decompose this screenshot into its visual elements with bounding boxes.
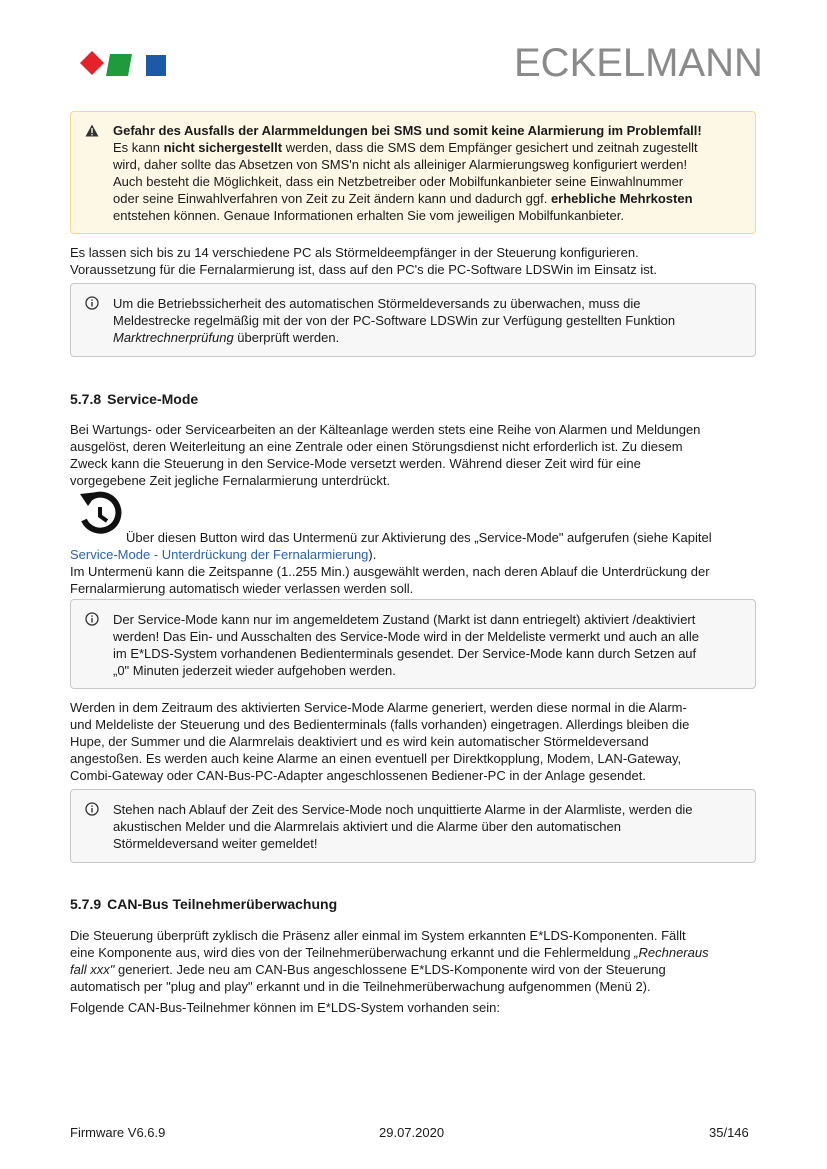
- info-circle-icon: [85, 612, 99, 630]
- info-box-monitoring: Um die Betriebssicherheit des automatischen Störmeldeversands zu überwachen, muss die Meldestrecke regelmäßig mit der von der PC-Software LDSWin zur Verfügung gestellten Funktion Marktrechnerprüfung überprüft werden.: [70, 283, 756, 357]
- section-heading-can-bus: 5.7.9 CAN-Bus Teilnehmerüberwachung: [70, 896, 338, 912]
- info-circle-icon: [85, 802, 99, 820]
- service-mode-paragraph: Bei Wartungs- oder Servicearbeiten an der Kälteanlage werden stets eine Reihe von Alarmen und Meldungen ausgelöst, deren Weiterleitung an eine Zentrale oder einen Störungsdienst nicht erforderlich ist. Zu diesem Zweck kann die Steuerung in den Service-Mode versetzt werden. Während dieser Zeit wird für eine vorgegebene Zeit jegliche Fernalarmierung unterdrückt.: [70, 422, 701, 488]
- warning-box: [70, 111, 756, 234]
- warning-title: Gefahr des Ausfalls der Alarmmeldungen bei SMS und somit keine Alarmierung im Problemfall!: [113, 123, 702, 138]
- footer-date: 29.07.2020: [379, 1125, 445, 1140]
- alarm-behaviour-paragraph: Werden in dem Zeitraum des aktivierten Service-Mode Alarme generiert, werden diese normal in die Alarm- und Meldeliste der Steuerung und des Bedienterminals (falls vorhanden) eingetragen. Allerdings bleiben die Hupe, der Summer und die Alarmrelais deaktiviert und es wird kein automatischer Störmeldeversand angestoßen. Es werden auch keine Alarme an einen eventuell per Direktkopplung, Modem, LAN-Gateway, Combi-Gateway oder CAN-Bus-PC-Adapter angeschlossenen Bediener-PC in der Anlage gesendet.: [70, 700, 690, 783]
- warning-text: Gefahr des Ausfalls der Alarmmeldungen bei SMS und somit keine Alarmierung im Problemfall! Es kann nicht sichergestellt werden, dass die SMS dem Empfänger gesichert und zeitnah zugestellt wird, daher sollte das Absetzen von SMS'n nicht als alleiniger Alarmierungsweg konfiguriert werden! Auch besteht die Möglichkeit, dass ein Netzbetreiber oder Mobilfunkanbieter seine Einwahlnummer oder seine Einwahlverfahren von Zeit zu Zeit ändern kann und dadurch ggf. erhebliche Mehrkosten entstehen können. Genaue Informationen erhalten Sie vom jeweiligen Mobilfunkanbieter.: [113, 122, 741, 224]
- footer-page-number: 35/146: [709, 1125, 749, 1140]
- section-heading-service-mode: 5.7.8 Service-Mode: [70, 391, 199, 407]
- logo-squares-icon: [76, 46, 168, 80]
- service-mode-chapter-link[interactable]: Service-Mode - Unterdrückung der Fernalarmierung: [70, 547, 369, 562]
- brand-wordmark: ECKELMANN: [514, 41, 763, 85]
- company-logo: [76, 46, 168, 80]
- footer-firmware: Firmware V6.6.9: [70, 1125, 166, 1140]
- service-button-paragraph: Über diesen Button wird das Untermenü zur Aktivierung des „Service-Mode" aufgerufen (siehe Kapitel Service-Mode - Unterdrückung der Fernalarmierung). Im Untermenü kann die Zeitspanne (1..255 Min.) ausgewählt werden, nach deren Ablauf die Unterdrückung der Fernalarmierung automatisch wieder verlassen werden soll.: [70, 530, 712, 596]
- info-circle-icon: [85, 296, 99, 314]
- can-bus-paragraph: Die Steuerung überprüft zyklisch die Präsenz aller einmal im System erkannten E*LDS-Komponenten. Fällt eine Komponente aus, wird dies von der Teilnehmerüberwachung erkannt und die Fehlermeldung „Rechneraus fall xxx" generiert. Jede neu am CAN-Bus angeschlossene E*LDS-Komponente wird von der Steuerung automatisch per "plug and play" erkannt und in die Teilnehmerüberwachung aufgenommen (Menü 2). Folgende CAN-Bus-Teilnehmer können im E*LDS-System vorhanden sein:: [70, 928, 709, 1015]
- info-box-service-mode: Der Service-Mode kann nur im angemeldetem Zustand (Markt ist dann entriegelt) aktiviert /deaktiviert werden! Das Ein- und Ausschalten des Service-Mode wird in der Meldeliste vermerkt und auch an alle im E*LDS-System vorhandenen Bedienterminals gesendet. Der Service-Mode kann durch Setzen auf „0" Minuten jederzeit wieder aufgehoben werden.: [70, 599, 756, 689]
- info-box-unacknowledged: Stehen nach Ablauf der Zeit des Service-Mode noch unquittierte Alarme in der Alarmliste, werden die akustischen Melder und die Alarmrelais aktiviert und die Alarme über den automatischen Störmeldeversand weiter gemeldet!: [70, 789, 756, 863]
- warning-triangle-icon: [85, 124, 99, 141]
- intro-paragraph: Es lassen sich bis zu 14 verschiedene PC als Störmeldeempfänger in der Steuerung konfigurieren. Voraussetzung für die Fernalarmierung ist, dass auf den PC's die PC-Software LDSWin im Einsatz ist.: [70, 245, 658, 277]
